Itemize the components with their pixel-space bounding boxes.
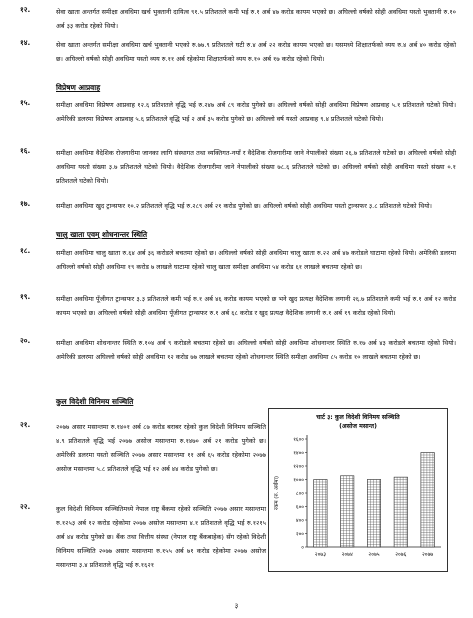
y-tick-label: ४०० (295, 518, 304, 524)
paragraph-20 (20, 336, 456, 364)
y-axis-label: रकम (रु. अर्बमा) (274, 476, 280, 510)
paragraph-number: १७. (20, 199, 31, 208)
paragraph-18 (20, 246, 456, 274)
paragraph-text: समीक्षा अवधिमा चालु खाता रु.६४ अर्ब ३६ करोडले बचतमा रहेको छ। अघिल्लो वर्षको सोही अवधिमा चालु खाता रु.२२ अर्ब ४७ करोडले घाटामा रहेको थियो। अमेरिकी डलरमा अघिल्लो वर्षको सोही अवधिमा १९ करोड ७ लाखले घाटामा रहेको चालु खाता समीक्षा अवधिमा ५४ करोड ६१ लाखले बचतमा रहेको छ। (56, 249, 456, 271)
x-tick-label: २०७७ (421, 552, 434, 558)
paragraph-12 (20, 5, 456, 33)
bar (421, 453, 434, 548)
x-tick-label: २०७४ (341, 552, 353, 558)
heading-reserves: कुल विदेशी विनिमय सञ्चिति (56, 397, 134, 406)
paragraph-number: १४. (20, 38, 31, 47)
y-tick-label: २०० (295, 531, 304, 538)
heading-current-account: चालु खाता एवम् शोधनान्तर स्थिति (56, 230, 148, 239)
y-tick-label: ६०० (295, 504, 304, 511)
paragraph-text: सेवा खाता अन्तर्गत समीक्षा अवधिमा खर्च भुक्तानी दायित्व ९१.५ प्रतिशतले कमी भई रु.१ अर्ब ४७ करोड कायम भएको छ। अघिल्लो वर्षको सोही अवधिमा यस्तो भुक्तानी रु.१० अर्ब ३३ करोड रहेको थियो। (56, 8, 456, 30)
paragraph-number: १५. (20, 98, 31, 107)
paragraph-number: १८. (20, 246, 31, 255)
paragraph-text: समीक्षा अवधिमा वैदेशिक रोजगारीमा जानका लागि संस्थागत तथा व्यक्तिगत-नयाँ र वैदेशिक रोजगारीमा जाने नेपालीको संख्या २६.७ प्रतिशतले घटेको छ। अघिल्लो वर्षको सोही अवधिमा यस्तो संख्या ३.७ प्रतिशतले घटेको थियो। वैदेशिक रोजगारीमा जाने नेपालीको संख्या ७८.६ प्रतिशतले घटेको छ। अघिल्लो वर्षको सोही अवधिमा यस्तो संख्या ०.१ प्रतिशतले घटेको थियो। (56, 149, 456, 185)
paragraph-17 (20, 199, 456, 213)
y-tick-label: १४०० (293, 450, 304, 457)
heading-remittance: विप्रेषण आप्रवाह (56, 83, 101, 92)
chart-plot (269, 409, 447, 571)
paragraph-text: कुल विदेशी विनिमय सञ्चितिमध्ये नेपाल राष्ट्र बैंकमा रहेको सञ्चिति २०७७ असार मसान्तमा रु.१२५३ अर्ब १२ करोड रहेकोमा २०७७ असोज मसान्तमा ४.१ प्रतिशतले वृद्धि भई रु.१२१५ अर्ब ४४ करोड पुगेको छ। बैंक तथा वित्तीय संस्था (नेपाल राष्ट्र बैंकबाहेक) सँग रहेको विदेशी विनिमय सञ्चिति २०७७ असार मसान्तमा रु.१५५ अर्ब ७१ करोड रहेकोमा २०७७ असोज मसान्तमा ३.४ प्रतिशतले वृद्धि भई रु.१६२१ (56, 505, 266, 569)
paragraph-number: २१. (20, 420, 31, 429)
x-tick-label: २०७५ (368, 552, 380, 558)
reserves-chart (268, 408, 448, 572)
y-tick-label: १२०० (293, 464, 304, 470)
chart-subtitle: (असोज मसान्त) (339, 423, 377, 430)
x-tick-label: २०७३ (314, 552, 327, 558)
y-tick-label: ० (301, 545, 304, 551)
paragraph-number: २०. (20, 336, 31, 345)
x-tick-label: २०७६ (395, 552, 407, 558)
page-number: ३ (234, 602, 239, 610)
bar (341, 476, 354, 547)
paragraph-number: १२. (20, 5, 31, 14)
paragraph-number: १६. (20, 146, 31, 155)
paragraph-14 (20, 38, 456, 66)
y-tick-label: १६०० (293, 437, 304, 443)
paragraph-text: सेवा खाता अन्तर्गत समीक्षा अवधिमा खर्च भुक्तानी भएको रु.७७.९ प्रतिशतले घटी रु.४ अर्ब २२ करोड कायम भएको छ। यसमध्ये शिक्षातर्फको व्यय रु.४ अर्ब ४० करोड रहेको छ। अघिल्लो वर्षको सोही अवधिमा यस्तो व्यय रु.११ अर्ब रहेकोमा शिक्षातर्फको व्यय रु.१० अर्ब १७ करोड रहेको थियो। (56, 41, 456, 63)
paragraph-text: समीक्षा अवधिमा खुद ट्रान्सफर १०.२ प्रतिशतले वृद्धि भई रु.२८९ अर्ब २१ करोड पुगेको छ। अघिल्लो वर्षको सोही अवधिमा यस्तो ट्रान्सफर ३.८ प्रतिशतले घटेको थियो। (56, 202, 432, 210)
paragraph-text: २०७७ असार मसान्तमा रु.१४०१ अर्ब ८७ करोड बराबर रहेको कुल विदेशी विनिमय सञ्चिति ४.९ प्रतिशतले वृद्धि भई २०७७ असोज मसान्तमा रु.१४७० अर्ब २१ करोड पुगेको छ। अमेरिकी डलरमा यस्तो सञ्चिति २०७७ असार मसान्तमा ११ अर्ब ६५ करोड रहेकोमा २०७७ असोज मसान्तमा ५.८ प्रतिशतले वृद्धि भई १२ अर्ब ४४ करोड पुगेको छ। (56, 423, 266, 473)
paragraph-16 (20, 146, 456, 188)
paragraph-19 (20, 292, 456, 320)
paragraph-15 (20, 98, 456, 126)
y-tick-label: ८०० (295, 491, 304, 497)
paragraph-text: समीक्षा अवधिमा शोधनान्तर स्थिति रु.१०४ अर्ब ९ करोडले बचतमा रहेको छ। अघिल्लो वर्षको सोही अवधिमा शोधनान्तर स्थिति रु.१७ अर्ब ४३ करोडले बचतमा रहेको थियो। अमेरिकी डलरमा अघिल्लो वर्षको सोही अवधिमा १२ करोड ७७ लाखले बचतमा रहेको शोधनान्तर स्थिति समीक्षा अवधिमा ८५ करोड १० लाखले बचतमा रहेको छ। (56, 339, 456, 361)
paragraph-text: समीक्षा अवधिमा पूँजीगत ट्रान्सफर ३.३ प्रतिशतले कमी भई रु.१ अर्ब ४६ करोड कायम भएको छ भने खुद प्रत्यक्ष वैदेशिक लगानी २६.७ प्रतिशतले कमी भई रु.१ अर्ब १२ करोड कायम भएको छ। अघिल्लो वर्षको सोही अवधिमा पूँजीगत ट्रान्सफर रु.१ अर्ब ६८ करोड र खुद प्रत्यक्ष वैदेशिक लगानी रु.१ अर्ब १९ करोड रहेको थियो। (56, 295, 456, 317)
paragraph-text: समीक्षा अवधिमा विप्रेषण आप्रवाह १२.६ प्रतिशतले वृद्धि भई रु.२४७ अर्ब ८९ करोड पुगेको छ। अघिल्लो वर्षको सोही अवधिमा विप्रेषण आप्रवाह ५.१ प्रतिशतले घटेको थियो। अमेरिकी डलरमा विप्रेषण आप्रवाह ५.६ प्रतिशतले वृद्धि भई २ अर्ब ३५ करोड पुगेको छ। अघिल्लो वर्ष यस्तो आप्रवाह ९.४ प्रतिशतले घटेको थियो। (56, 101, 456, 123)
chart-title: चार्ट ३: कुल विदेशी विनिमय सञ्चिति (316, 414, 400, 421)
paragraph-number: २२. (20, 502, 31, 511)
paragraph-number: १९. (20, 292, 31, 301)
y-tick-label: १००० (293, 477, 304, 484)
